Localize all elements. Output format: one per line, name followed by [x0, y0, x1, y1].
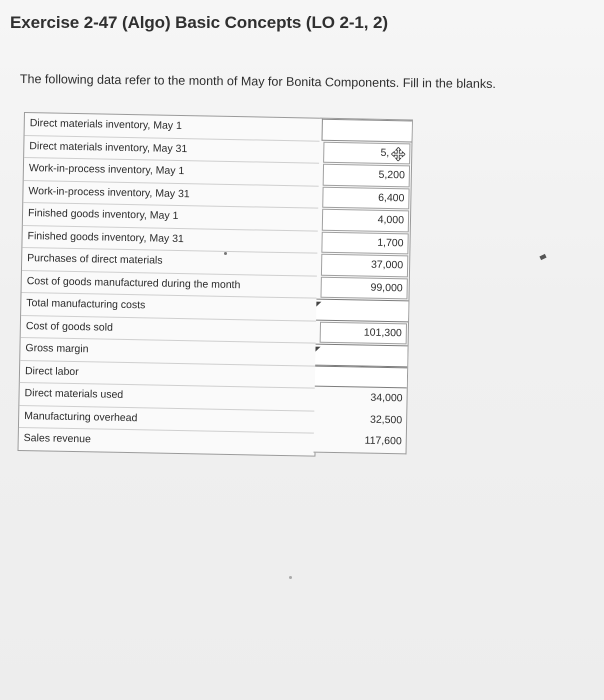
row-value[interactable]: 37,000: [321, 254, 408, 277]
stray-mark: [289, 576, 292, 579]
row-label: Direct materials used: [19, 383, 315, 411]
row-label: Sales revenue: [23, 432, 91, 446]
row-label: Direct materials inventory, May 1: [25, 113, 321, 141]
row-label: Cost of goods manufactured during the month: [22, 270, 318, 298]
instructions-text: The following data refer to the month of May for Bonita Components. Fill in the blanks.: [19, 72, 496, 91]
row-value[interactable]: 4,000: [322, 209, 409, 232]
row-label: Finished goods inventory, May 1: [23, 203, 319, 231]
row-value[interactable]: 5,200: [323, 164, 410, 187]
gross-margin-input[interactable]: [315, 344, 407, 367]
row-label: Direct labor: [20, 360, 316, 388]
row-label: Manufacturing overhead: [19, 405, 315, 433]
cell-indicator-icon: [315, 347, 320, 352]
row-label: Finished goods inventory, May 31: [22, 225, 318, 253]
cell-indicator-icon: [316, 302, 321, 307]
row-label: Purchases of direct materials: [22, 248, 318, 276]
row-value[interactable]: 32,500: [369, 413, 403, 426]
row-label: Cost of goods sold: [21, 315, 317, 343]
row-label: Gross margin: [20, 338, 316, 366]
direct-materials-may31-input[interactable]: [323, 141, 410, 164]
row-value[interactable]: 34,000: [370, 391, 403, 405]
row-value[interactable]: 1,700: [321, 231, 408, 254]
move-cursor-icon: [391, 147, 405, 161]
row-value: 5,: [380, 146, 390, 159]
label-column: [18, 112, 322, 456]
row-label: Work-in-process inventory, May 1: [24, 158, 320, 186]
exercise-title: Exercise 2-47 (Algo) Basic Concepts (LO 2-1, 2): [10, 13, 388, 32]
row-value[interactable]: 101,300: [320, 321, 407, 344]
stray-mark: [224, 252, 227, 255]
row-value[interactable]: 6,400: [322, 186, 409, 209]
direct-labor-input[interactable]: [315, 365, 407, 388]
row-label: Total manufacturing costs: [21, 293, 317, 321]
total-manufacturing-costs-input[interactable]: [316, 299, 408, 322]
value-column: [314, 118, 413, 454]
data-table: [18, 112, 416, 447]
row-label: Direct materials inventory, May 31: [24, 136, 320, 164]
row-value[interactable]: 117,600: [364, 434, 402, 448]
direct-materials-may1-input[interactable]: [322, 119, 412, 142]
row-value[interactable]: 99,000: [320, 276, 407, 299]
row-label: Work-in-process inventory, May 31: [23, 181, 319, 209]
